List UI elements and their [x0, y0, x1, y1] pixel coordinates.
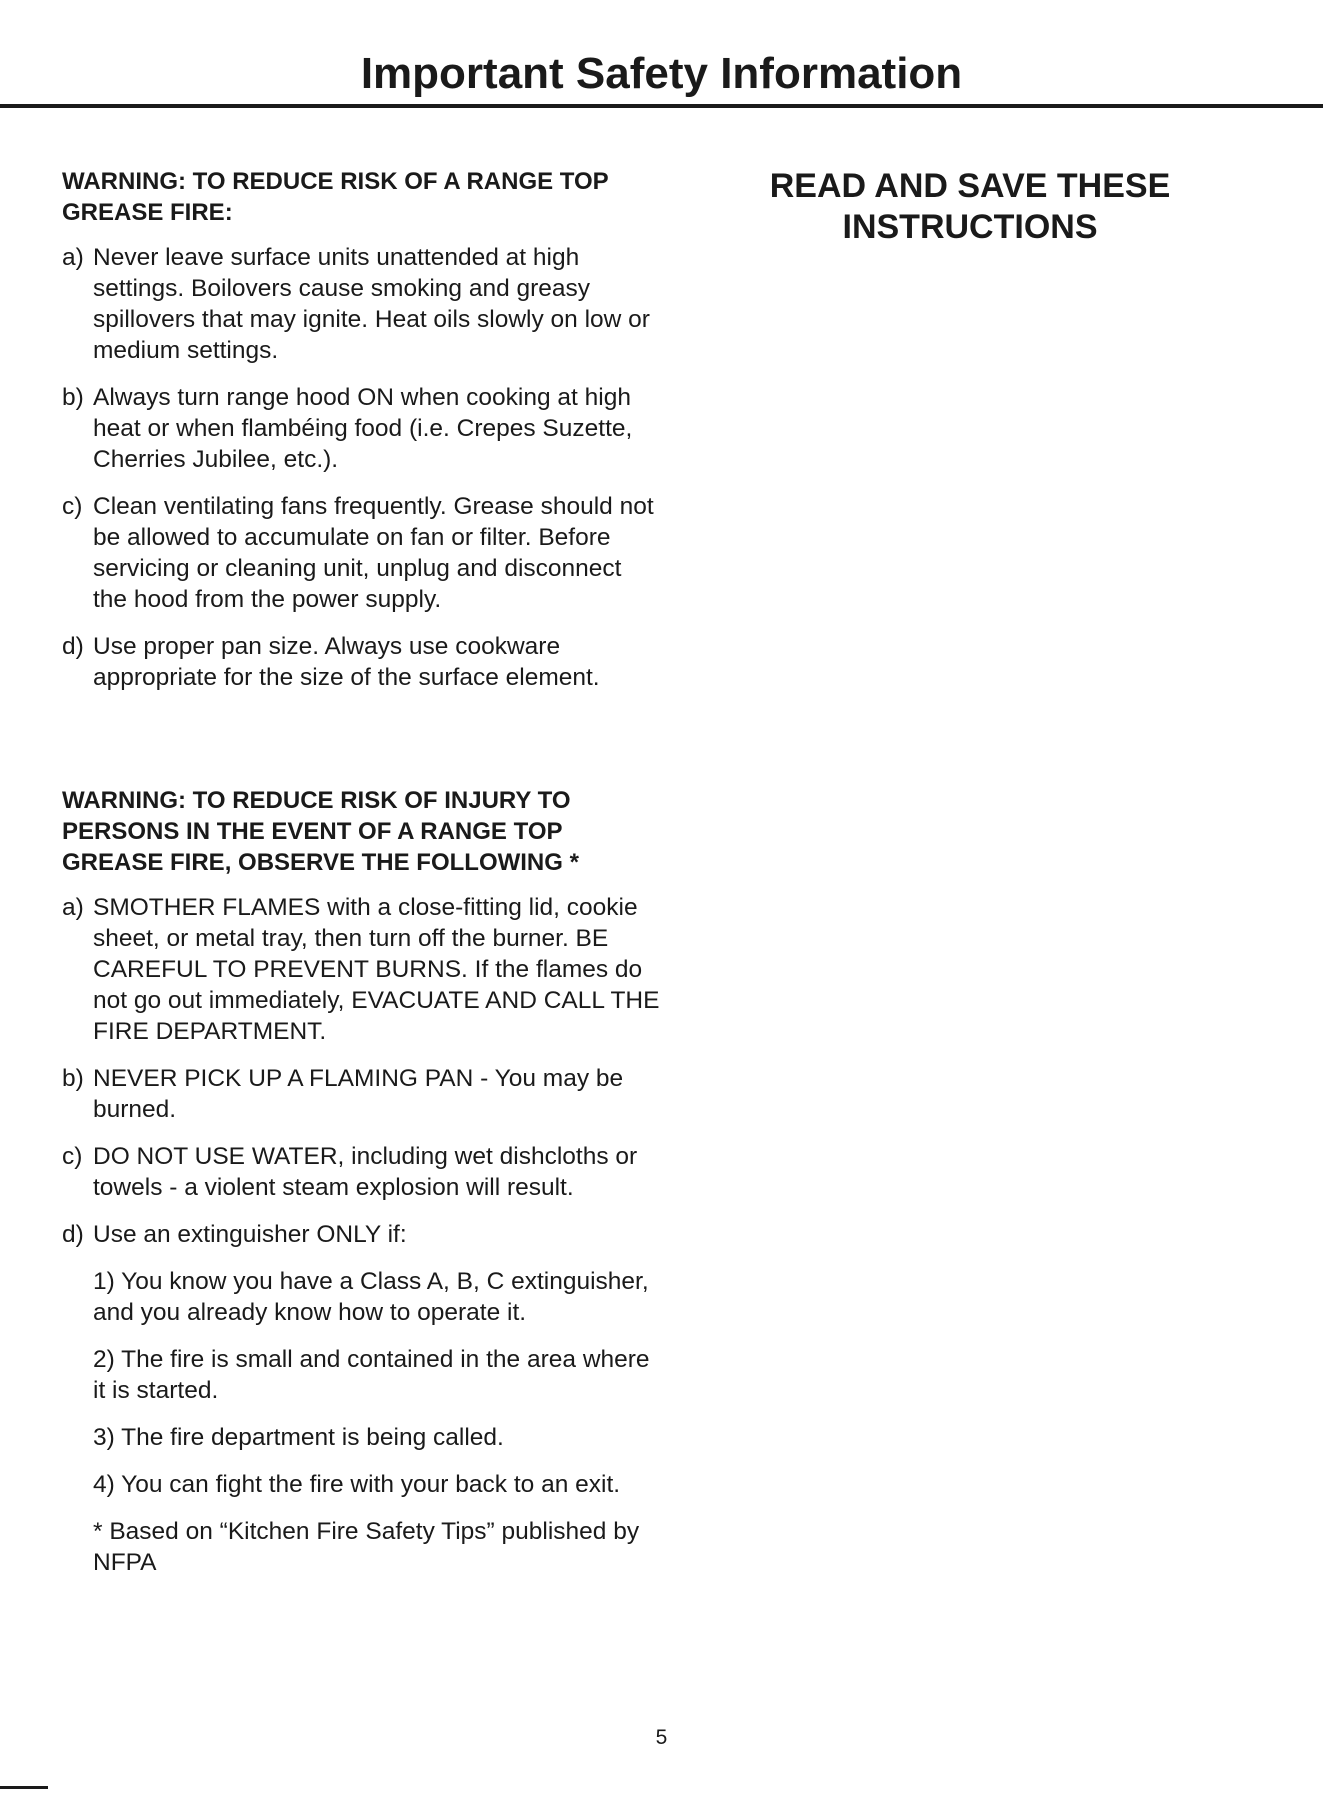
- list-item-text: NEVER PICK UP A FLAMING PAN - You may be burned.: [93, 1065, 624, 1123]
- list-item-text: Use an extinguisher ONLY if:: [93, 1221, 407, 1248]
- list-marker: b): [62, 384, 84, 411]
- list-item: [62, 242, 662, 366]
- list-item: [62, 1063, 662, 1125]
- scan-edge-mark: [0, 1786, 48, 1789]
- list-item: [62, 892, 662, 1047]
- grease-fire-warning-section: [62, 166, 662, 693]
- list-item: [62, 1141, 662, 1203]
- list-marker: d): [62, 633, 84, 660]
- read-save-heading-line2: INSTRUCTIONS: [842, 208, 1098, 246]
- list-item-text: SMOTHER FLAMES with a close-fitting lid, cookie sheet, or metal tray, then turn off the burner. BE CAREFUL TO PREVENT BURNS. If the flames do not go out immediately, EVACUATE AND CALL THE FIRE DEPARTMENT.: [93, 894, 660, 1045]
- read-save-heading-line1: READ AND SAVE THESE: [769, 167, 1171, 205]
- injury-warning-section: [62, 785, 662, 1578]
- extinguisher-conditions-list: [93, 1266, 662, 1500]
- page-title: Important Safety Information: [360, 49, 963, 98]
- list-item: [62, 631, 662, 693]
- list-item-text: Use proper pan size. Always use cookware appropriate for the size of the surface element.: [93, 633, 600, 691]
- left-column: [62, 166, 662, 1578]
- list-item-text: DO NOT USE WATER, including wet dishcloths or towels - a violent steam explosion will result.: [93, 1143, 638, 1201]
- title-divider: [0, 104, 1323, 108]
- list-item-text: Never leave surface units unattended at high settings. Boilovers cause smoking and greasy spillovers that may ignite. Heat oils slowly on low or medium settings.: [93, 244, 650, 364]
- warning-list: [62, 242, 662, 693]
- list-item: [62, 491, 662, 615]
- condition-item: 1) You know you have a Class A, B, C extinguisher, and you already know how to operate it.: [93, 1268, 649, 1326]
- warning-list: [62, 892, 662, 1250]
- condition-item: 3) The fire department is being called.: [93, 1424, 504, 1451]
- page-number: 5: [655, 1726, 668, 1749]
- list-marker: a): [62, 244, 84, 271]
- condition-item: 2) The fire is small and contained in the area where it is started.: [93, 1346, 650, 1404]
- list-item-text: Always turn range hood ON when cooking at high heat or when flambéing food (i.e. Crepes Suzette, Cherries Jubilee, etc.).: [93, 384, 633, 473]
- list-item: [62, 1219, 662, 1250]
- list-marker: c): [62, 1143, 83, 1170]
- list-item: [62, 382, 662, 475]
- list-marker: a): [62, 894, 84, 921]
- list-marker: c): [62, 493, 83, 520]
- list-marker: b): [62, 1065, 84, 1092]
- warning-heading: WARNING: TO REDUCE RISK OF A RANGE TOP GREASE FIRE:: [62, 168, 609, 226]
- condition-item: 4) You can fight the fire with your back to an exit.: [93, 1471, 621, 1498]
- list-item-text: Clean ventilating fans frequently. Grease should not be allowed to accumulate on fan or filter. Before servicing or cleaning unit, unplug and disconnect the hood from the power supply.: [93, 493, 654, 613]
- list-marker: d): [62, 1221, 84, 1248]
- footnote: * Based on “Kitchen Fire Safety Tips” published by NFPA: [93, 1518, 640, 1576]
- right-column: [740, 166, 1200, 248]
- warning-heading: WARNING: TO REDUCE RISK OF INJURY TO PERSONS IN THE EVENT OF A RANGE TOP GREASE FIRE, OBSERVE THE FOLLOWING *: [62, 787, 579, 876]
